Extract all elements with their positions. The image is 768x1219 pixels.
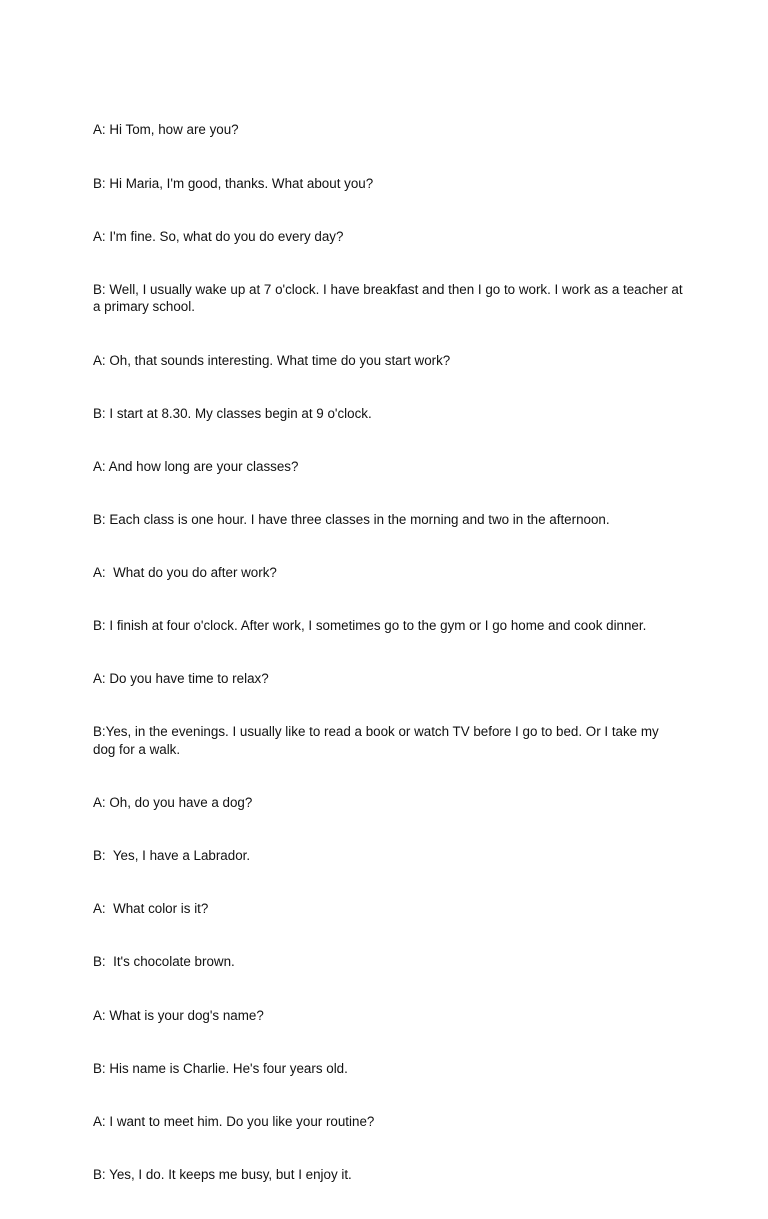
dialogue-line: B: It's chocolate brown. — [93, 954, 235, 970]
dialogue-line: B: I start at 8.30. My classes begin at 9 o'clock. — [93, 405, 372, 421]
dialogue-line: B: Well, I usually wake up at 7 o'clock. I have breakfast and then I go to work. I work as a teacher at a primary school. — [93, 281, 687, 315]
dialogue-line: B: Yes, I have a Labrador. — [93, 848, 251, 864]
dialogue-line: A: Oh, that sounds interesting. What time do you start work? — [93, 352, 451, 368]
dialogue-line: A: Oh, do you have a dog? — [93, 795, 253, 811]
dialogue-line: A: Do you have time to relax? — [93, 671, 269, 687]
dialogue-line: B: Each class is one hour. I have three classes in the morning and two in the afternoon. — [93, 511, 610, 527]
dialogue-line: B:Yes, in the evenings. I usually like to read a book or watch TV before I go to bed. Or I take my dog for a walk. — [93, 724, 663, 758]
dialogue-line: B: Yes, I do. It keeps me busy, but I enjoy it. — [93, 1166, 352, 1182]
dialogue-line: A: I'm fine. So, what do you do every day? — [93, 228, 344, 244]
dialogue-line: A: And how long are your classes? — [93, 458, 299, 474]
dialogue-line: B: His name is Charlie. He's four years old. — [93, 1060, 348, 1076]
dialogue-line: A: What is your dog's name? — [93, 1007, 264, 1023]
dialogue-text — [93, 86, 687, 1219]
dialogue-line: B: I finish at four o'clock. After work, I sometimes go to the gym or I go home and cook dinner. — [93, 618, 647, 634]
dialogue-line: A: What do you do after work? — [93, 564, 277, 580]
dialogue-line: A: Hi Tom, how are you? — [93, 122, 239, 138]
dialogue-line: A: What color is it? — [93, 901, 209, 917]
dialogue-line: B: Hi Maria, I'm good, thanks. What about you? — [93, 175, 374, 191]
dialogue-line: A: I want to meet him. Do you like your routine? — [93, 1113, 375, 1129]
